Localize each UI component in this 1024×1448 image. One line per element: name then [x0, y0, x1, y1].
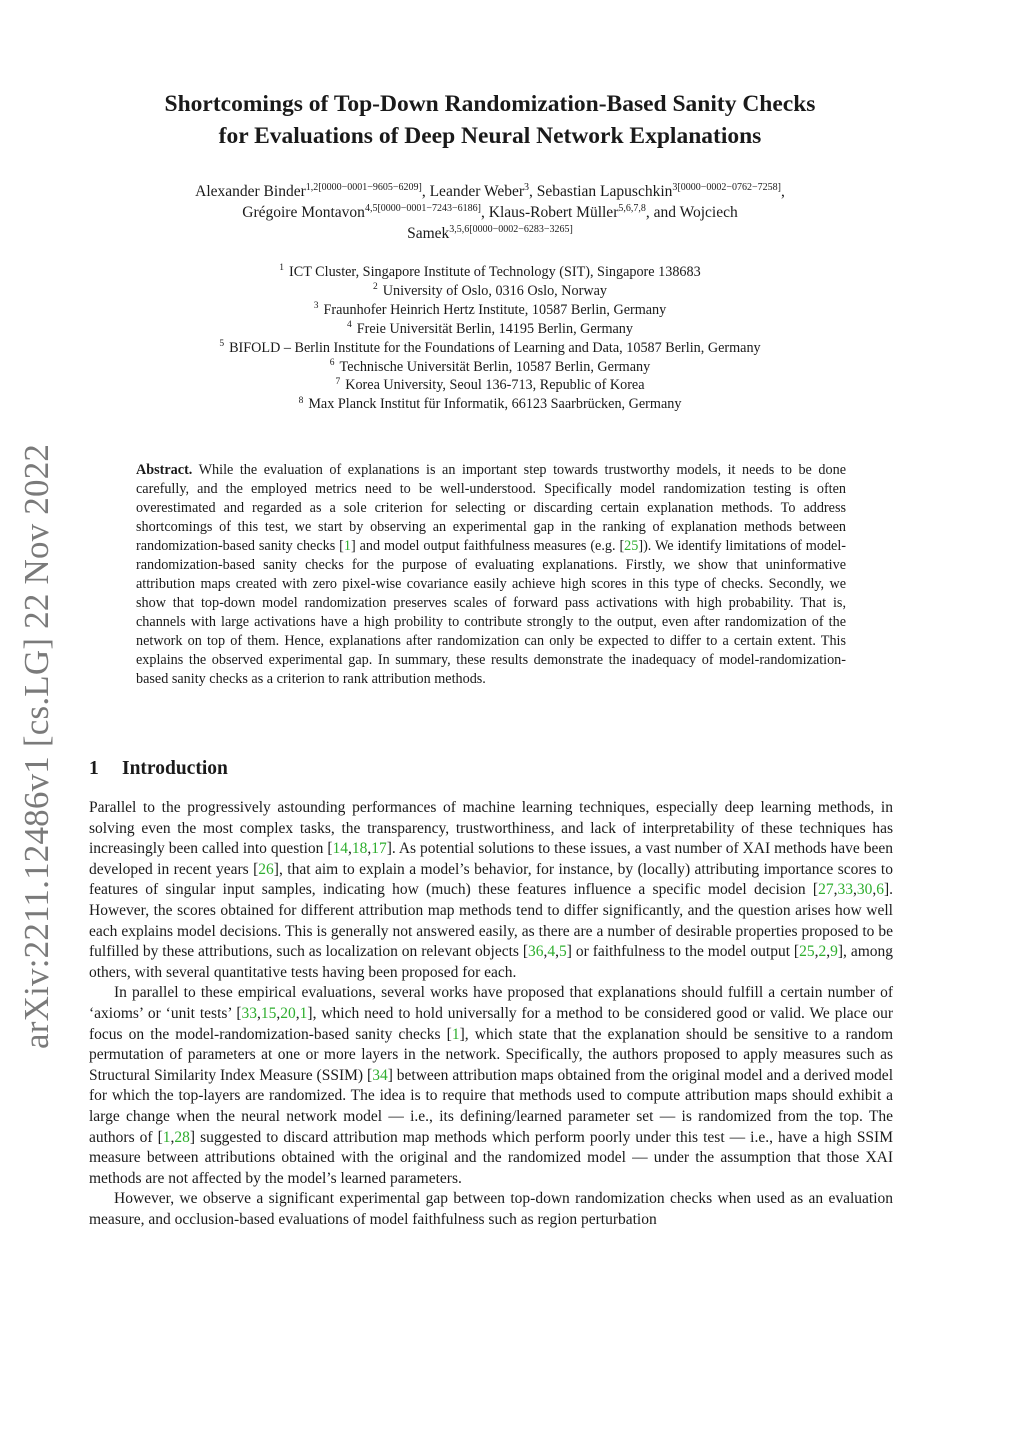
paragraph-text: ,: [348, 840, 352, 858]
affiliation: [90, 376, 890, 395]
paragraph-text: ,: [543, 943, 548, 961]
citation-link[interactable]: 1: [299, 1004, 308, 1022]
author-name: Alexander Binder: [195, 183, 306, 200]
paragraph: [89, 798, 893, 983]
affiliation-text: Freie Universität Berlin, 14195 Berlin, Germany: [356, 320, 633, 337]
abstract-label: Abstract.: [136, 462, 193, 478]
author-sup: 5,6,7,8: [618, 202, 646, 214]
section-heading: [89, 756, 489, 782]
paragraph-text: ] between attribution maps obtained from the original model and a derived model for which the top-layers are randomized. The idea is to require that methods used to compute attribution maps should exhibit a large change when the neural network model — i.e., its defining/learned parameter set — is randomized from the top. The authors of [: [89, 1066, 893, 1146]
affiliation-number: 8: [298, 395, 304, 406]
affiliation-text: University of Oslo, 0316 Oslo, Norway: [382, 282, 607, 299]
citation-link[interactable]: 1: [451, 1025, 460, 1043]
author-name: Klaus-Robert Müller: [488, 204, 619, 221]
citation-link[interactable]: 27: [818, 881, 834, 899]
citation-link[interactable]: 34: [372, 1066, 388, 1084]
affiliation: [90, 263, 890, 282]
author-sep: ,: [780, 183, 785, 200]
section-title: Introduction: [122, 758, 228, 779]
title-line-1: Shortcomings of Top-Down Randomization-Based Sanity Checks: [164, 91, 816, 117]
citation-link[interactable]: 28: [174, 1128, 190, 1146]
citation-link[interactable]: 18: [351, 840, 368, 858]
affiliation: [90, 320, 890, 339]
paragraph-text: ]. However, the scores obtained for different attribution map methods tend to differ significantly, and the question arises how well each explains model decisions. This is generally not answered easily, as there are a number of desirable properties proposed to be fulfilled by these attributions, such as localization on relevant objects [: [89, 881, 893, 961]
paragraph: [89, 983, 893, 1189]
author-sup: 1,2[0000−0001−9605−6209]: [305, 181, 422, 193]
author-sep: ,: [421, 183, 430, 200]
citation-link[interactable]: 33: [241, 1004, 258, 1022]
paragraph-text: ,: [257, 1004, 261, 1022]
affiliation-text: Max Planck Institut für Informatik, 66123 Saarbrücken, Germany: [308, 396, 682, 413]
paragraph-text: ] suggested to discard attribution map methods which perform poorly under this test — i.e., have a high SSIM measure between attributions obtained with the original and the randomized model — under the assumption that those XAI methods are not affected by the model’s learned parameters.: [89, 1128, 893, 1187]
citation-link[interactable]: 1: [162, 1128, 171, 1146]
paper-title: [60, 88, 920, 152]
paragraph-text: ], which need to hold universally for a method to be considered good or valid. We place our focus on the model-randomization-based sanity checks [: [89, 1004, 893, 1043]
citation-link[interactable]: 1: [343, 538, 351, 554]
affiliation-number: 4: [347, 319, 352, 330]
author-list: [90, 181, 890, 244]
paragraph-text: ], which state that the explanation should be sensitive to a random permutation of parameters at one or more layers in the network. Specifically, the authors proposed to apply measures such as Structural Similarity Index Measure (SSIM) [: [89, 1025, 894, 1084]
author-name: Samek: [407, 225, 450, 242]
affiliation-number: 7: [335, 376, 341, 387]
affiliation-text: BIFOLD – Berlin Institute for the Foundations of Learning and Data, 10587 Berlin, Germany: [229, 339, 761, 356]
paragraph-text: However, we observe a significant experimental gap between top-down randomization checks when used as an evaluation measure, and occlusion-based evaluations of model faithfulness such as region perturbation: [89, 1190, 893, 1228]
affiliation-text: Technische Universität Berlin, 10587 Berlin, Germany: [339, 358, 651, 375]
citation-link[interactable]: 2: [818, 943, 827, 961]
affiliation-number: 6: [329, 357, 335, 368]
citation-link[interactable]: 15: [260, 1004, 277, 1022]
arxiv-identifier: arXiv:2211.12486v1 [cs.LG] 22 Nov 2022: [17, 443, 56, 1049]
author-sep: ,: [481, 204, 489, 221]
affiliation-number: 5: [219, 338, 225, 349]
paragraph-text: ]. As potential solutions to these issues, a vast number of XAI methods have been developed in recent years [: [89, 840, 893, 878]
citation-link[interactable]: 14: [332, 840, 348, 858]
abstract-text: ] and model output faithfulness measures (e.g. [: [351, 538, 625, 554]
abstract-text: ]). We identify limitations of model-randomization-based sanity checks for the purpose of evaluating explanations. Firstly, we show that uninformative attribution maps created with zero pixel-wise covariance easily achieve high scores in this type of checks. Secondly, we show that top-down model randomization preserves scales of forward pass activations with high probability. That is, channels with large activations have a high probility to contribute strongly to the output, even after randomization of the network on top of them. Hence, explanations after randomization can only be expected to differ to a certain extent. This explains the observed experimental gap. In summary, these results demonstrate the inadequacy of model-randomization-based sanity checks as a criterion to rank attribution methods.: [136, 538, 846, 687]
paragraph-text: ,: [852, 881, 857, 899]
citation-link[interactable]: 30: [856, 881, 873, 899]
author-sup: 4,5[0000−0001−7243−6186]: [364, 202, 482, 214]
affiliation: [90, 395, 890, 414]
citation-link[interactable]: 17: [371, 840, 387, 858]
author-sep: ,: [529, 183, 537, 200]
author-sep: , and Wojciech: [645, 204, 738, 221]
citation-link[interactable]: 26: [258, 860, 274, 878]
section-number: 1: [89, 758, 99, 779]
paragraph-text: In parallel to these empirical evaluations, several works have proposed that explanations should fulfill a certain number of ‘axioms’ or ‘unit tests’ [: [89, 984, 893, 1022]
citation-link[interactable]: 36: [528, 943, 544, 961]
affiliation: [90, 339, 890, 358]
citation-link[interactable]: 25: [624, 538, 639, 554]
abstract: [136, 461, 846, 689]
affiliation-text: Fraunhofer Heinrich Hertz Institute, 10587 Berlin, Germany: [323, 301, 667, 318]
paragraph-text: ,: [814, 943, 819, 961]
affiliation-number: 1: [279, 263, 285, 274]
author-sup: 3,5,6[0000−0002−6283−3265]: [449, 223, 573, 235]
citation-link[interactable]: 5: [559, 943, 567, 961]
paragraph: [89, 1189, 893, 1230]
author-name: Sebastian Lapuschkin: [536, 183, 673, 200]
body-text: [89, 798, 893, 1230]
paragraph-text: ,: [276, 1004, 281, 1022]
paragraph-text: ,: [872, 881, 877, 899]
affiliation-list: [90, 263, 890, 414]
affiliation: [90, 358, 890, 377]
author-name: Grégoire Montavon: [242, 204, 365, 221]
citation-link[interactable]: 25: [799, 943, 815, 961]
paragraph-text: ,: [555, 943, 560, 961]
citation-link[interactable]: 9: [830, 943, 838, 961]
citation-link[interactable]: 20: [280, 1004, 296, 1022]
abstract-text: While the evaluation of explanations is an important step towards trustworthy models, it needs to be done carefully, and the employed metrics need to be well-understood. Specifically model randomization testing is often overestimated and regarded as a sole criterion for selecting or discarding certain explanation methods. To address shortcomings of this test, we start by observing an experimental gap in the ranking of explanation methods between randomization-based sanity checks [: [136, 462, 846, 554]
citation-link[interactable]: 33: [837, 881, 853, 899]
affiliation: [90, 282, 890, 301]
paragraph-text: Parallel to the progressively astounding performances of machine learning techniques, especially deep learning methods, in solving even the most complex tasks, the transparency, trustworthiness, and lack of interpretability of these techniques has increasingly been called into question [: [89, 799, 893, 858]
affiliation-number: 2: [373, 282, 378, 293]
paragraph-text: ,: [295, 1004, 300, 1022]
paragraph-text: ,: [833, 881, 838, 899]
affiliation-text: ICT Cluster, Singapore Institute of Technology (SIT), Singapore 138683: [289, 264, 701, 280]
affiliation: [90, 301, 890, 320]
paragraph-text: ,: [170, 1128, 175, 1146]
paragraph-text: ] or faithfulness to the model output [: [566, 943, 800, 961]
affiliation-number: 3: [313, 301, 319, 312]
author-sup: 3[0000−0002−0762−7258]: [672, 181, 781, 193]
author-name: Leander Weber: [429, 183, 525, 200]
citation-link[interactable]: 6: [876, 881, 884, 899]
title-line-2: for Evaluations of Deep Neural Network Explanations: [218, 123, 762, 149]
paragraph-text: ,: [826, 943, 831, 961]
paragraph-text: ,: [367, 840, 372, 858]
author-sup: 3: [524, 181, 530, 193]
citation-link[interactable]: 4: [547, 943, 556, 961]
paragraph-text: ], among others, with several quantitative tests having been proposed for each.: [89, 943, 893, 981]
paragraph-text: ], that aim to explain a model’s behavior, for instance, by (locally) attributing importance scores to features of singular input samples, indicating how (much) these features influence a specific model decision [: [89, 860, 893, 899]
affiliation-text: Korea University, Seoul 136-713, Republic of Korea: [345, 377, 645, 394]
